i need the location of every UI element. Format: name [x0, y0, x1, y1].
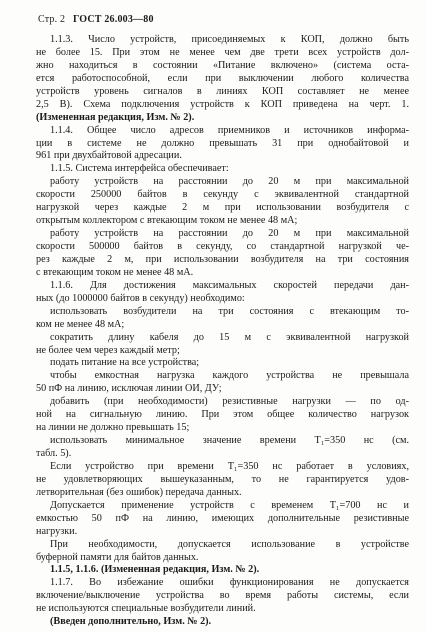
standard-designation: ГОСТ 26.003—80 [72, 14, 154, 25]
text-line: жно находиться в состоянии «Питание включено» (система оста- [36, 59, 409, 71]
text-line: не более чем через каждый метр; [36, 344, 180, 356]
text-line: ется работоспособной, если при выключении любого количества [36, 72, 409, 84]
text-line: скорости 250000 байтов в секунду с эквивалентной стандартной [36, 189, 409, 201]
text-line: чтобы емкостная нагрузка каждого устройства не превышала [50, 370, 409, 382]
text-line: 961 при двухбайтовой адресации. [36, 150, 182, 162]
text-line: скорости 500000 байтов в секунду, со стандартной нагрузкой че- [36, 241, 409, 252]
text-line: устройств уровень сигналов в линиях КОП составляет не менее [36, 85, 409, 97]
text-line: летворительная (без ошибок) передача данных. [36, 486, 242, 498]
text-line: подать питание на все устройства; [50, 357, 200, 369]
text-line: не используются специальные возбудители линий. [36, 603, 256, 615]
text-line: добавить (при необходимости) резистивные нагрузки — по од- [50, 396, 409, 408]
text-line: включение/выключение устройства во время работы системы, если [36, 590, 409, 602]
text-line: не более 15. При этом не менее чем две трети всех устройств дол- [36, 46, 409, 58]
text-line: с втекающим током не менее 48 мА. [36, 266, 194, 278]
text-line: табл. 5). [36, 448, 72, 459]
text-line: 1.1.6. Для достижения максимальных скоростей передачи дан- [50, 279, 409, 291]
text-line: ных (до 1000000 байтов в секунду) необходимо: [36, 292, 245, 304]
amendment-note-line: (Введен дополнительно, Изм. № 2). [50, 616, 212, 628]
text-line: 50 пФ на линию, исключая линии ОИ, ДУ; [36, 383, 222, 395]
text-line: 1.1.3. Число устройств, присоединяемых к КОП, должно быть [50, 34, 409, 45]
text-line: буферной памяти для байтов данных. [36, 551, 199, 563]
amendment-note-line: (Измененная редакция, Изм. № 2). [36, 111, 195, 123]
text-line: использовать минимальное значение времени T₁=350 нс (см. [50, 435, 409, 447]
text-line: емкостью 50 пФ на линию, имеющих дополнительные резистивные [36, 512, 409, 524]
text-line: нагрузки. [36, 525, 78, 537]
amendment-note-line: 1.1.5, 1.1.6. (Измененная редакция, Изм. № 2). [50, 564, 260, 576]
text-line: нагрузкой через каждые 2 м при использовании возбудителя с [36, 202, 409, 214]
text-line: Допускается применение устройств с временем T₁=700 нс и [50, 499, 409, 511]
text-line: на линии не должно превышать 15; [36, 422, 190, 434]
text-line: Если устройство при времени T₁=350 нс работает в условиях, [50, 460, 409, 472]
text-line: работу устройств на расстоянии до 20 м при максимальной [50, 228, 409, 240]
text-line: 1.1.5. Система интерфейса обеспечивает: [50, 163, 229, 175]
text-line: рез каждые 2 м, при использовании возбудителя на три состояния [36, 253, 409, 265]
text-line: ком не менее 48 мА; [36, 318, 125, 330]
text-line: При необходимости, допускается использование в устройстве [50, 538, 409, 550]
document-body [36, 34, 409, 629]
page-header [36, 14, 409, 26]
text-line: сократить длину кабеля до 15 м с эквивалентной нагрузкой [50, 331, 409, 343]
text-line: использовать возбудители на три состояния с втекающим то- [50, 305, 409, 317]
text-line: открытым коллектором с втекающим током не менее 48 мА; [36, 215, 298, 227]
text-line: 2,5 В). Схема подключения устройств к КОП приведена на черт. 1. [36, 98, 409, 110]
text-line: 1.1.4. Общее число адресов приемников и источников информа- [50, 124, 409, 136]
text-line: не удовлетворяющих вышеуказанным, то не гарантируется удов- [36, 473, 409, 485]
text-line: 1.1.7. Во избежание ошибки функционирования не допускается [50, 577, 409, 589]
text-line: ной на сигнальную линию. При этом общее количество нагрузок [36, 409, 409, 421]
page-number-label: Стр. 2 [38, 14, 66, 25]
text-line: ции в системе не должно превышать 31 при однобайтовой и [36, 137, 409, 149]
text-line: работу устройств на расстоянии до 20 м при максимальной [50, 176, 409, 188]
